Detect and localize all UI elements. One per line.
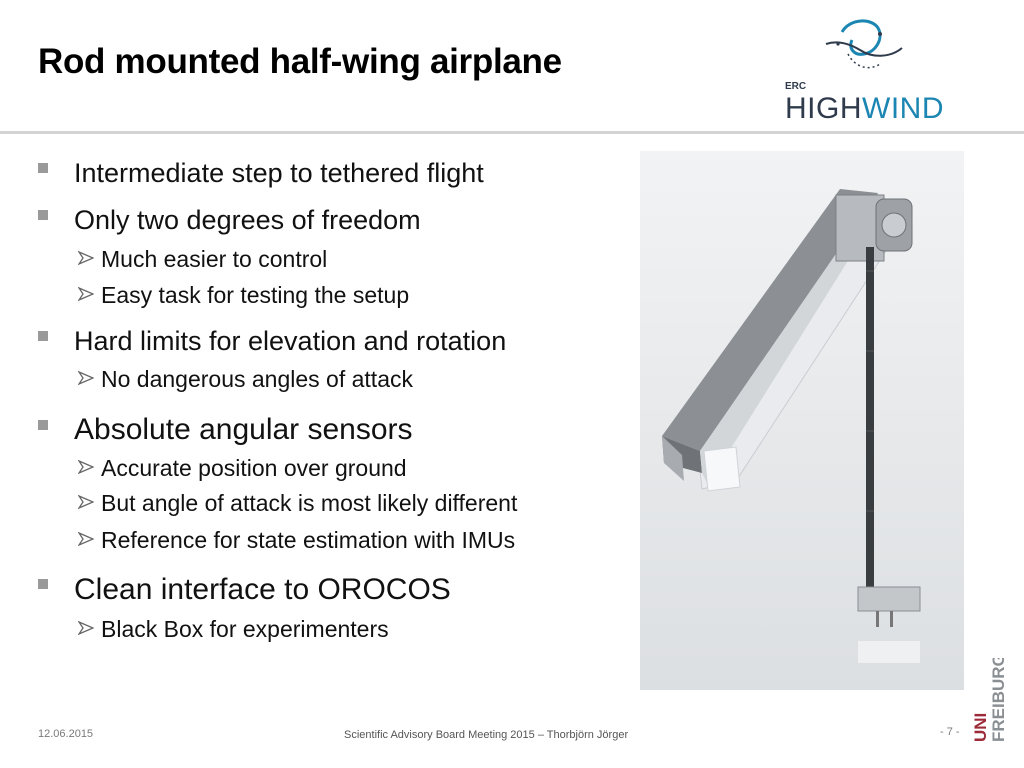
sub-bullet-item: Easy task for testing the setup [101,282,410,308]
half-wing-rig-render [640,151,964,690]
footer-date: 12.06.2015 [38,728,94,740]
arrow-bullet-icon [78,494,94,510]
svg-text:UNI [972,713,990,742]
bullet-item: Absolute angular sensors [74,413,413,446]
uni-freiburg-logo-mark [972,658,1012,742]
bullet-item: Intermediate step to tethered flight [74,158,484,188]
arrow-bullet-icon [78,250,94,266]
sub-bullet-item: No dangerous angles of attack [101,366,413,392]
bullet-square-icon [38,163,48,173]
bullet-square-icon [38,210,48,220]
bullet-item: Clean interface to OROCOS [74,573,451,606]
highwind-wordmark [785,92,944,126]
sub-bullet-item: But angle of attack is most likely different [101,490,518,516]
highwind-logo [782,14,967,124]
arrow-bullet-icon [78,370,94,386]
sub-bullet-item: Much easier to control [101,246,328,272]
uni-logo-freiburg: FREIBURG [989,658,1008,742]
page-number: - 7 - [940,726,960,738]
arrow-bullet-icon [78,620,94,636]
highwind-wordmark-wind: WIND [862,92,944,125]
erc-label: ERC [785,81,807,92]
sub-bullet-item: Accurate position over ground [101,455,407,481]
svg-text:FREIBURG [989,658,1008,742]
highwind-emblem-icon [820,14,910,84]
sub-bullet-item: Black Box for experimenters [101,616,389,642]
slide-title: Rod mounted half-wing airplane [38,42,562,81]
bullet-item: Only two degrees of freedom [74,205,421,235]
arrow-bullet-icon [78,531,94,547]
title-divider [0,131,1024,134]
bullet-square-icon [38,579,48,589]
arrow-bullet-icon [78,459,94,475]
half-wing-rig-image [640,151,964,690]
footer-meeting: Scientific Advisory Board Meeting 2015 – Thorbjörn Jörger [344,729,629,741]
sub-bullet-item: Reference for state estimation with IMUs [101,527,516,553]
bullet-square-icon [38,331,48,341]
bullet-item: Hard limits for elevation and rotation [74,326,507,356]
uni-logo-uni: UNI [972,712,990,742]
bullet-square-icon [38,420,48,430]
arrow-bullet-icon [78,286,94,302]
highwind-wordmark-high: HIGH [785,92,862,125]
uni-freiburg-logo [972,658,1012,742]
